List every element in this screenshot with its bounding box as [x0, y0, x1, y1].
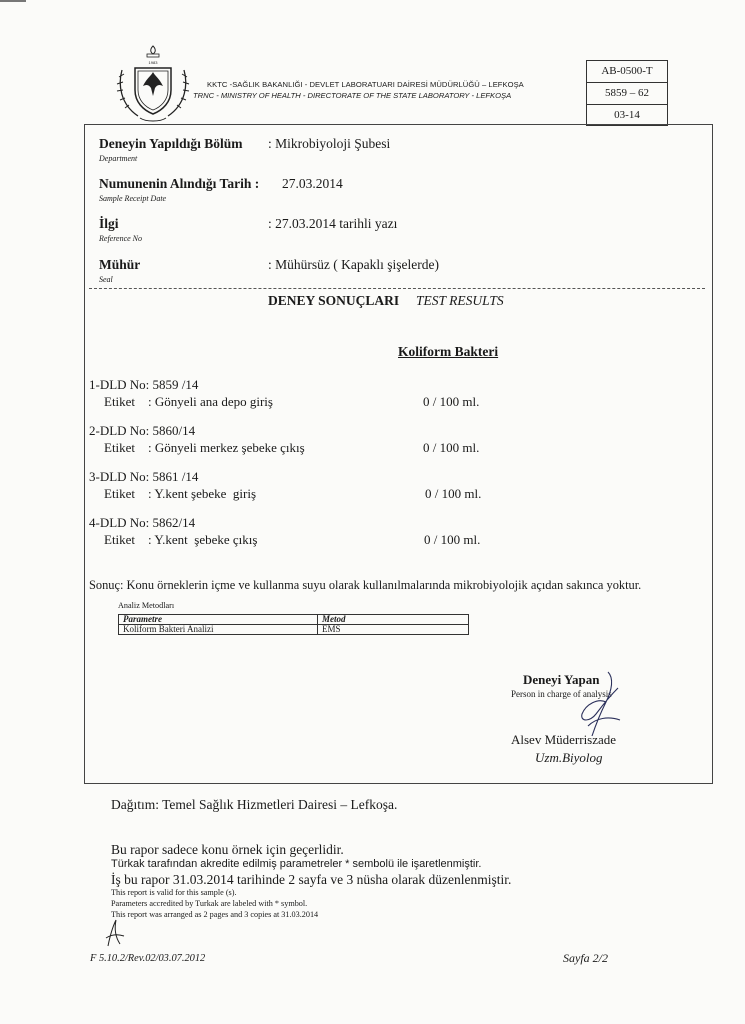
seal-label: Mühür: [99, 257, 141, 272]
sample-4-dld: 4-DLD No: 5862/14: [89, 515, 196, 530]
signer-title: Uzm.Biyolog: [535, 750, 603, 765]
reference-sublabel: Reference No: [99, 234, 143, 243]
page-number: Sayfa 2/2: [563, 951, 608, 965]
results-title-en: TEST RESULTS: [416, 293, 504, 308]
results-title: [268, 293, 504, 309]
sample-4-label: Etiket : Y.kent şebeke çıkış: [104, 532, 258, 547]
signer-role-tr: Deneyi Yapan: [523, 672, 600, 687]
department-value: : Mikrobiyoloji Şubesi: [268, 136, 391, 151]
sample-2-dld: 2-DLD No: 5860/14: [89, 423, 196, 438]
sample-range-cell: 5859 – 62: [587, 83, 667, 105]
sample-2-label: Etiket : Gönyeli merkez şebeke çıkış: [104, 440, 305, 455]
methods-table-header-row: [119, 615, 469, 625]
ministry-title-en: TRNC - MINISTRY OF HEALTH - DIRECTORATE OF THE STATE LABORATORY - LEFKOŞA: [193, 91, 512, 100]
signer-role-en: Person in charge of analysis: [511, 689, 612, 699]
accreditation-note-tr: Türkak tarafından akredite edilmiş parametreler * sembolü ile işaretlenmiştir.: [111, 858, 482, 870]
seal-value: : Mühürsüz ( Kapaklı şişelerde): [268, 257, 439, 272]
seal-sublabel: Seal: [99, 275, 113, 284]
method-value-cell: EMS: [318, 625, 469, 635]
department-sublabel: Department: [99, 154, 138, 163]
table-row: [119, 625, 469, 635]
methods-header-parameter: Parametre: [119, 615, 318, 625]
coat-of-arms-icon: [110, 44, 196, 124]
sample-3-result: 0 / 100 ml.: [425, 486, 482, 501]
form-code-cell: AB-0500-T: [587, 61, 667, 83]
receipt-date-label: Numunenin Alındığı Tarih :: [99, 176, 260, 191]
form-code: F 5.10.2/Rev.02/03.07.2012: [90, 953, 206, 964]
period-cell: 03-14: [614, 109, 640, 121]
signature-icon: [568, 668, 628, 740]
results-title-tr: DENEY SONUÇLARI: [268, 293, 400, 308]
sample-2-result: 0 / 100 ml.: [423, 440, 480, 455]
reference-label: İlgi: [99, 216, 119, 231]
conclusion-text: Sonuç: Konu örneklerin içme ve kullanma suyu olarak kullanılmalarında mikrobiyolojik açıdan sakınca yoktur.: [89, 578, 642, 592]
scan-edge-mark: [0, 0, 26, 2]
methods-caption: Analiz Metodları: [118, 601, 175, 610]
distribution-line: Dağıtım: Temel Sağlık Hizmetleri Dairesi – Lefkoşa.: [111, 797, 398, 812]
receipt-date-value: 27.03.2014: [282, 176, 343, 191]
sample-1-label: Etiket : Gönyeli ana depo giriş: [104, 394, 273, 409]
coliform-column-header: Koliform Bakteri: [398, 344, 499, 359]
section-divider: [89, 288, 705, 289]
receipt-date-sublabel: Sample Receipt Date: [99, 194, 167, 203]
methods-table: [118, 614, 469, 635]
initials-icon: [104, 918, 126, 948]
accreditation-note-en: Parameters accredited by Turkak are labeled with * symbol.: [111, 899, 308, 908]
ministry-title-tr: KKTC -SAĞLIK BAKANLIĞI - DEVLET LABORATUARI DAİRESİ MÜDÜRLÜĞÜ – LEFKOŞA: [207, 80, 524, 89]
report-arrangement-tr: İş bu rapor 31.03.2014 tarihinde 2 sayfa ve 3 nüsha olarak düzenlenmiştir.: [111, 872, 512, 887]
validity-note-en: This report is valid for this sample (s).: [111, 888, 237, 897]
emblem-year: 1983: [148, 60, 158, 65]
sample-1-dld: 1-DLD No: 5859 /14: [89, 377, 199, 392]
methods-header-method: Metod: [318, 615, 469, 625]
department-label: Deneyin Yapıldığı Bölüm: [99, 136, 243, 151]
method-parameter-cell: Koliform Bakteri Analizi: [119, 625, 318, 635]
sample-4-result: 0 / 100 ml.: [424, 532, 481, 547]
sample-3-dld: 3-DLD No: 5861 /14: [89, 469, 199, 484]
report-arrangement-en: This report was arranged as 2 pages and 3 copies at 31.03.2014: [111, 910, 319, 919]
document-code-box: [586, 60, 668, 126]
sample-1-result: 0 / 100 ml.: [423, 394, 480, 409]
sample-3-label: Etiket : Y.kent şebeke giriş: [104, 486, 257, 501]
reference-value: : 27.03.2014 tarihli yazı: [268, 216, 398, 231]
signer-name: Alsev Müderriszade: [511, 732, 617, 747]
validity-note-tr: Bu rapor sadece konu örnek için geçerlidir.: [111, 842, 344, 857]
